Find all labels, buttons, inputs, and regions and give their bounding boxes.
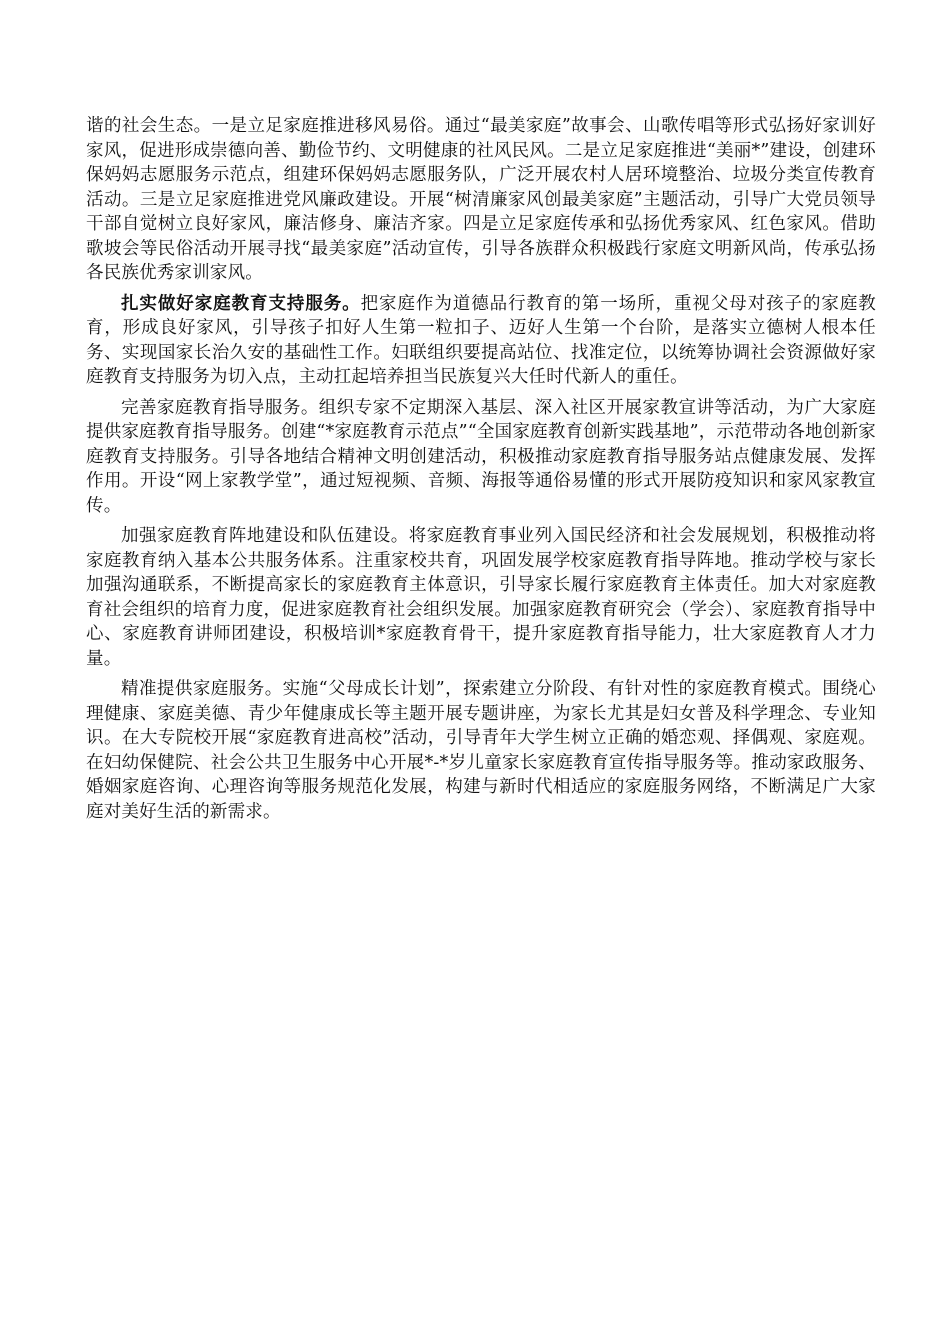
paragraph-text: 精准提供家庭服务。实施“父母成长计划”，探索建立分阶段、有针对性的家庭教育模式。围绕心理健康、家庭美德、青少年健康成长等主题开展专题讲座，为家长尤其是妇女普及科学理念、专业知识。在大专院校开展“家庭教育进高校”活动，引导青年大学生树立正确的婚恋观、择偶观、家庭观。在妇幼保健院、社会公共卫生服务中心开展*-*岁儿童家长家庭教育宣传指导服务等。推动家政服务、婚姻家庭咨询、心理咨询等服务规范化发展，构建与新时代相适应的家庭服务网络，不断满足广大家庭对美好生活的新需求。	[86, 679, 876, 822]
paragraph-text: 谐的社会生态。一是立足家庭推进移风易俗。通过“最美家庭”故事会、山歌传唱等形式弘扬好家训好家风，促进形成崇德向善、勤俭节约、文明健康的社风民风。二是立足家庭推进“美丽*”建设，创建环保妈妈志愿服务示范点，组建环保妈妈志愿服务队，广泛开展农村人居环境整治、垃圾分类宣传教育活动。三是立足家庭推进党风廉政建设。开展“树清廉家风创最美家庭”主题活动，引导广大党员领导干部自觉树立良好家风，廉洁修身、廉洁齐家。四是立足家庭传承和弘扬优秀家风、红色家风。借助歌坡会等民俗活动开展寻找“最美家庭”活动宣传，引导各族群众积极践行家庭文明新风尚，传承弘扬各民族优秀家训家风。	[86, 116, 876, 283]
document-page	[86, 114, 876, 830]
paragraph-text: 完善家庭教育指导服务。组织专家不定期深入基层、深入社区开展家教宣讲等活动，为广大家庭提供家庭教育指导服务。创建“*家庭教育示范点”“全国家庭教育创新实践基地”，示范带动各地创新家庭教育支持服务。引导各地结合精神文明创建活动，积极推动家庭教育指导服务站点健康发展、发挥作用。开设“网上家教学堂”，通过短视频、音频、海报等通俗易懂的形式开展防疫知识和家风家教宣传。	[86, 397, 876, 516]
paragraph-guidance-service	[86, 396, 876, 519]
paragraph-text: 把家庭作为道德品行教育的第一场所，重视父母对孩子的家庭教育，形成良好家风，引导孩子扣好人生第一粒扣子、迈好人生第一个台阶，是落实立德树人根本任务、实现国家长治久安的基础性工作。妇联组织要提高站位、找准定位，以统筹协调社会资源做好家庭教育支持服务为切入点，主动扛起培养担当民族复兴大任时代新人的重任。	[86, 293, 876, 387]
paragraph-family-education-support	[86, 292, 876, 390]
paragraph-family-service	[86, 677, 876, 824]
paragraph-social-ecology	[86, 114, 876, 286]
paragraph-team-building	[86, 524, 876, 671]
paragraph-text: 加强家庭教育阵地建设和队伍建设。将家庭教育事业列入国民经济和社会发展规划，积极推动将家庭教育纳入基本公共服务体系。注重家校共育，巩固发展学校家庭教育指导阵地。推动学校与家长加强沟通联系，不断提高家长的家庭教育主体意识，引导家长履行家庭教育主体责任。加大对家庭教育社会组织的培育力度，促进家庭教育社会组织发展。加强家庭教育研究会（学会）、家庭教育指导中心、家庭教育讲师团建设，积极培训*家庭教育骨干，提升家庭教育指导能力，壮大家庭教育人才力量。	[86, 526, 876, 669]
section-heading: 扎实做好家庭教育支持服务。	[121, 293, 361, 314]
